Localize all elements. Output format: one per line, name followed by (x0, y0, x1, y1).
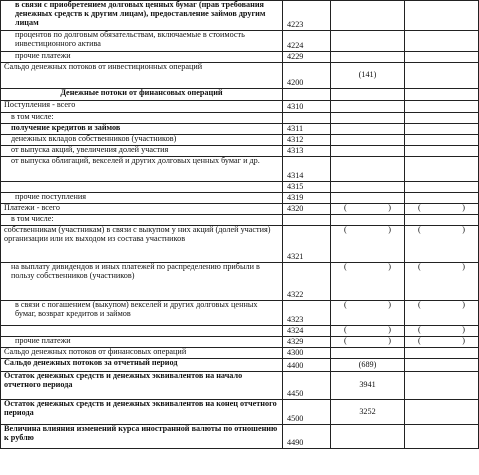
table-row (1, 359, 479, 372)
row-code: 4312 (283, 135, 331, 146)
row-code: 4490 (283, 425, 331, 449)
row-label (1, 326, 283, 337)
value-cell (405, 182, 479, 193)
table-row (1, 157, 479, 182)
open-paren: ( (344, 262, 347, 271)
value-cell: (689) (331, 359, 405, 372)
value-cell (405, 63, 479, 89)
row-code: 4223 (283, 1, 331, 31)
value-cell (331, 157, 405, 182)
open-paren: ( (344, 300, 347, 309)
row-label: Сальдо денежных потоков от инвестиционных операций (1, 63, 283, 89)
row-label: в том числе: (1, 215, 283, 226)
table-row (1, 31, 479, 52)
row-code: 4311 (283, 124, 331, 135)
close-paren: ) (388, 262, 391, 271)
value-cell (405, 204, 479, 215)
open-paren: ( (418, 262, 421, 271)
value-cell (405, 113, 479, 124)
table-row (1, 124, 479, 135)
row-label: в том числе: (1, 113, 283, 124)
row-code: 4500 (283, 400, 331, 425)
row-code: 4310 (283, 101, 331, 113)
open-paren: ( (418, 325, 421, 334)
open-paren: ( (418, 225, 421, 234)
value-cell (405, 193, 479, 204)
table-row (1, 182, 479, 193)
value-cell (405, 348, 479, 359)
row-label: Остаток денежных средств и денежных эквивалентов на конец отчетного периода (1, 400, 283, 425)
value-cell (405, 226, 479, 263)
value-cell (331, 326, 405, 337)
value-cell (331, 146, 405, 157)
row-code: 4315 (283, 182, 331, 193)
row-label: в связи с приобретением долговых ценных бумаг (прав требования денежных средств к другим лицам), предоставление займов другим лицам (1, 1, 283, 31)
close-paren: ) (462, 225, 465, 234)
value-cell (331, 226, 405, 263)
table-row (1, 226, 479, 263)
value-cell: (141) (331, 63, 405, 89)
table-row (1, 146, 479, 157)
row-label: Сальдо денежных потоков от финансовых операций (1, 348, 283, 359)
value-cell (405, 101, 479, 113)
value-cell (331, 425, 405, 449)
table-row (1, 204, 479, 215)
value-cell (405, 263, 479, 301)
value-cell (331, 263, 405, 301)
table-row (1, 337, 479, 348)
value-cell (405, 89, 479, 101)
open-paren: ( (418, 203, 421, 212)
row-label: прочие платежи (1, 337, 283, 348)
value-cell (405, 146, 479, 157)
row-code: 4224 (283, 31, 331, 52)
value-cell (405, 372, 479, 400)
open-paren: ( (344, 225, 347, 234)
row-code: 4324 (283, 326, 331, 337)
row-code: 4322 (283, 263, 331, 301)
value-cell (405, 337, 479, 348)
row-label: Платежи - всего (1, 204, 283, 215)
row-code: 4320 (283, 204, 331, 215)
value-cell (405, 52, 479, 63)
value-cell (405, 400, 479, 425)
close-paren: ) (462, 325, 465, 334)
value-cell (405, 157, 479, 182)
table-row (1, 101, 479, 113)
close-paren: ) (462, 336, 465, 345)
value-cell: 3252 (331, 400, 405, 425)
row-label: прочие поступления (1, 193, 283, 204)
value-cell (331, 337, 405, 348)
table-row (1, 215, 479, 226)
row-label: на выплату дивидендов и иных платежей по распределению прибыли в пользу собственников (участников) (1, 263, 283, 301)
row-label: Поступления - всего (1, 101, 283, 113)
value-cell (331, 113, 405, 124)
value-cell (405, 301, 479, 326)
row-code (283, 113, 331, 124)
value-cell (331, 135, 405, 146)
value-cell (405, 124, 479, 135)
close-paren: ) (462, 300, 465, 309)
row-code (283, 89, 331, 101)
row-label: процентов по долговым обязательствам, включаемые в стоимость инвестиционного актива (1, 31, 283, 52)
row-code: 4321 (283, 226, 331, 263)
value-cell: 3941 (331, 372, 405, 400)
table-row (1, 425, 479, 449)
value-cell (331, 182, 405, 193)
value-cell (405, 359, 479, 372)
table-row (1, 348, 479, 359)
value-cell (331, 101, 405, 113)
row-label: в связи с погашением (выкупом) векселей и других долговых ценных бумаг, возврат кредитов и займов (1, 301, 283, 326)
row-code: 4329 (283, 337, 331, 348)
row-label: Остаток денежных средств и денежных эквивалентов на начало отчетного периода (1, 372, 283, 400)
value-cell (405, 1, 479, 31)
value-cell (331, 348, 405, 359)
value-cell (405, 215, 479, 226)
section-heading: Денежные потоки от финансовых операций (1, 89, 283, 101)
open-paren: ( (418, 300, 421, 309)
row-code: 4314 (283, 157, 331, 182)
table-row (1, 400, 479, 425)
value-cell (405, 425, 479, 449)
open-paren: ( (418, 336, 421, 345)
row-label: получение кредитов и займов (1, 124, 283, 135)
row-code: 4400 (283, 359, 331, 372)
value-cell (331, 31, 405, 52)
table-row (1, 372, 479, 400)
value-cell (405, 326, 479, 337)
row-label: собственникам (участникам) в связи с выкупом у них акций (долей участия) организации или их выходом из состава участников (1, 226, 283, 263)
value-cell (331, 204, 405, 215)
row-label: Величина влияния изменений курса иностранной валюты по отношению к рублю (1, 425, 283, 449)
value-cell (331, 301, 405, 326)
row-label: денежных вкладов собственников (участников) (1, 135, 283, 146)
table-row (1, 52, 479, 63)
value-cell (331, 52, 405, 63)
value-cell (331, 1, 405, 31)
close-paren: ) (388, 336, 391, 345)
close-paren: ) (462, 262, 465, 271)
open-paren: ( (344, 336, 347, 345)
value-cell (331, 124, 405, 135)
value-cell (405, 31, 479, 52)
row-code: 4450 (283, 372, 331, 400)
table-row (1, 263, 479, 301)
table-row (1, 113, 479, 124)
value-cell (405, 135, 479, 146)
value-cell (331, 89, 405, 101)
table-row (1, 193, 479, 204)
table-row (1, 1, 479, 31)
table-row (1, 135, 479, 146)
close-paren: ) (462, 203, 465, 212)
close-paren: ) (388, 325, 391, 334)
row-label: прочие платежи (1, 52, 283, 63)
value-cell (331, 193, 405, 204)
row-code: 4229 (283, 52, 331, 63)
row-code: 4323 (283, 301, 331, 326)
row-label (1, 182, 283, 193)
row-code (283, 215, 331, 226)
close-paren: ) (388, 203, 391, 212)
close-paren: ) (388, 225, 391, 234)
table-row (1, 301, 479, 326)
open-paren: ( (344, 325, 347, 334)
table-row (1, 326, 479, 337)
table-row (1, 63, 479, 89)
close-paren: ) (388, 300, 391, 309)
row-label: Сальдо денежных потоков за отчетный период (1, 359, 283, 372)
row-code: 4200 (283, 63, 331, 89)
row-code: 4313 (283, 146, 331, 157)
value-cell (331, 215, 405, 226)
row-code: 4319 (283, 193, 331, 204)
open-paren: ( (344, 203, 347, 212)
row-label: от выпуска облигаций, векселей и других долговых ценных бумаг и др. (1, 157, 283, 182)
row-code: 4300 (283, 348, 331, 359)
row-label: от выпуска акций, увеличения долей участия (1, 146, 283, 157)
table-row (1, 89, 479, 101)
